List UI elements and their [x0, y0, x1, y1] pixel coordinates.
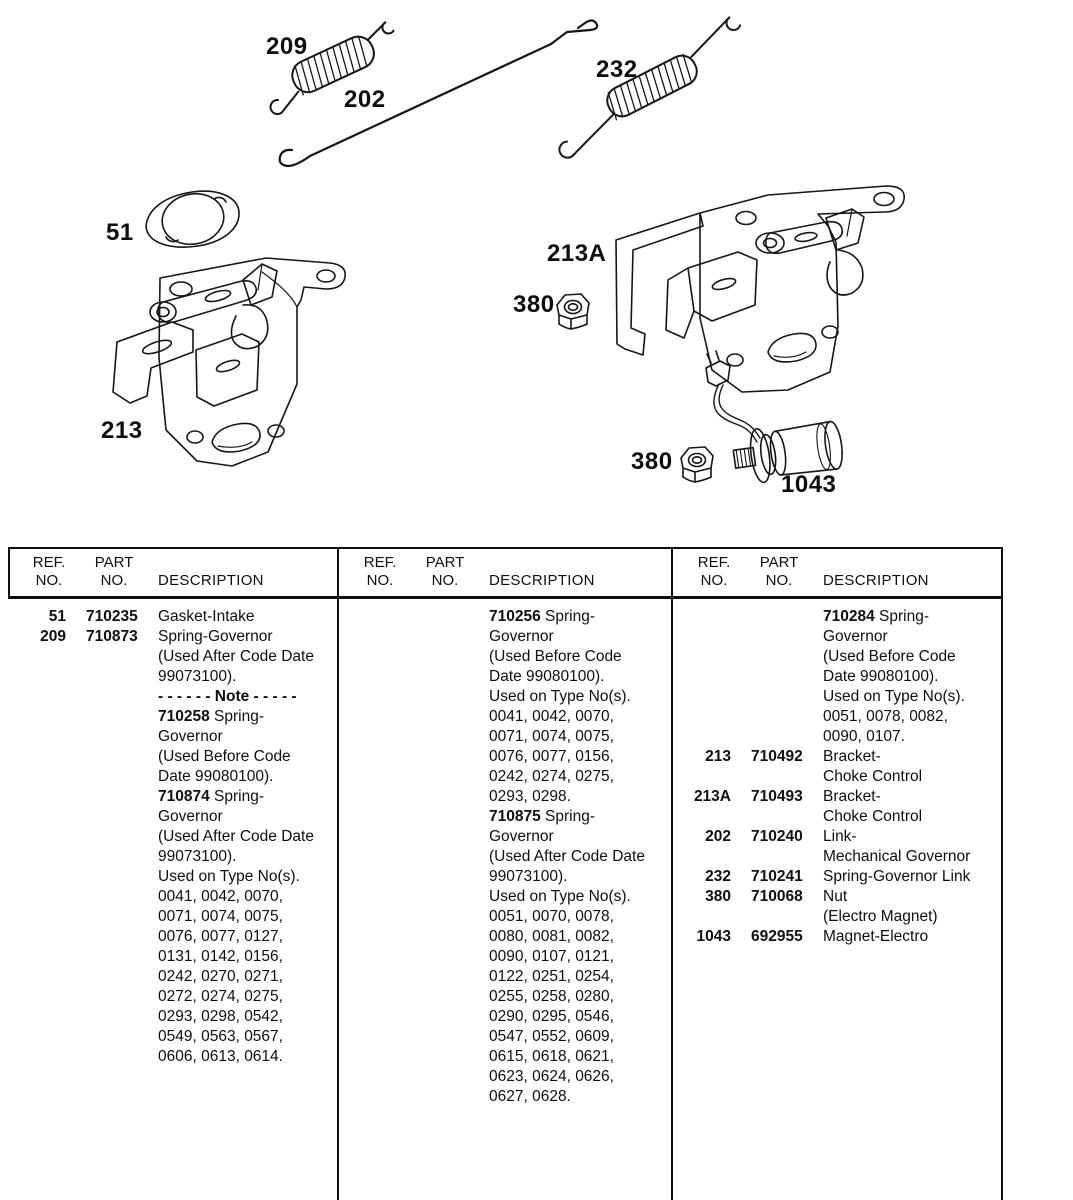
parts-table-row [339, 867, 671, 887]
ref-no-cell [673, 687, 731, 707]
part-no-cell: 710492 [751, 748, 803, 765]
description-cell: Spring-Governor [158, 628, 273, 645]
description-cell: (Used Before Code [489, 648, 622, 665]
part-no-cell [417, 967, 481, 987]
parts-table-row [339, 1067, 671, 1087]
parts-list-column-3 [673, 607, 1001, 947]
ref-no-cell [8, 867, 66, 887]
part-ref-label-232: 232 [596, 56, 638, 83]
part-no-cell [751, 627, 815, 647]
description-cell: 0293, 0298, 0542, [158, 1008, 283, 1025]
part-no-cell: 710235 [86, 608, 138, 625]
ref-no-cell [339, 1007, 397, 1027]
parts-table-row [339, 1007, 671, 1027]
part-no-cell [417, 647, 481, 667]
part-no-cell [86, 1047, 150, 1067]
parts-table-row [339, 827, 671, 847]
description-cell: 0242, 0270, 0271, [158, 968, 283, 985]
parts-table-row [673, 687, 1001, 707]
part-ref-label-380-lower: 380 [631, 448, 673, 475]
part-no-cell [86, 887, 150, 907]
parts-table-row [673, 747, 1001, 767]
part-no-cell [86, 647, 150, 667]
ref-no-cell [673, 847, 731, 867]
part-no-header: PART NO. [759, 554, 799, 589]
choke-control-bracket-213-drawing [113, 258, 345, 466]
parts-table-row [673, 907, 1001, 927]
description-cell: Used on Type No(s). [489, 888, 631, 905]
parts-table-row [673, 627, 1001, 647]
ref-no-cell [8, 927, 66, 947]
part-no-cell [86, 827, 150, 847]
parts-table-row [673, 727, 1001, 747]
governor-link-spring-232-drawing [540, 15, 758, 161]
parts-table-row [673, 787, 1001, 807]
ref-no-cell [673, 607, 731, 627]
part-ref-label-1043: 1043 [781, 471, 837, 498]
part-no-cell [417, 607, 481, 627]
part-ref-label-51: 51 [106, 219, 134, 246]
parts-table-row [8, 987, 337, 1007]
ref-no-cell [8, 1047, 66, 1067]
parts-table-row [8, 967, 337, 987]
description-cell: 710256 Spring- [489, 608, 596, 625]
description-cell: 0131, 0142, 0156, [158, 948, 283, 965]
parts-table-row [339, 1087, 671, 1107]
ref-no-cell [339, 807, 397, 827]
parts-list-column-2 [339, 607, 671, 1107]
description-cell: 0076, 0077, 0127, [158, 928, 283, 945]
description-cell: 0293, 0298. [489, 788, 571, 805]
ref-no-cell [339, 867, 397, 887]
part-no-cell [417, 927, 481, 947]
ref-no-cell [339, 827, 397, 847]
part-no-cell [417, 1047, 481, 1067]
part-no-cell [751, 687, 815, 707]
parts-table-row [8, 1027, 337, 1047]
parts-table-row [339, 667, 671, 687]
ref-no-cell [339, 1047, 397, 1067]
parts-table-row [673, 807, 1001, 827]
parts-table-row [339, 927, 671, 947]
part-no-cell [751, 607, 815, 627]
description-cell: 710875 Spring- [489, 808, 596, 825]
ref-no-cell [339, 647, 397, 667]
ref-no-cell [8, 827, 66, 847]
ref-no-cell [8, 987, 66, 1007]
part-no-cell: 710240 [751, 828, 803, 845]
description-cell: 0051, 0078, 0082, [823, 708, 948, 725]
part-no-cell [417, 747, 481, 767]
description-cell: 0290, 0295, 0546, [489, 1008, 614, 1025]
part-no-cell [417, 947, 481, 967]
parts-table-row [673, 887, 1001, 907]
part-no-cell [751, 667, 815, 687]
part-no-cell [86, 1027, 150, 1047]
ref-no-header: REF. NO. [32, 554, 66, 589]
part-no-cell: 710493 [751, 788, 803, 805]
part-no-cell [86, 847, 150, 867]
description-cell: 99073100). [158, 848, 237, 865]
parts-table-row [339, 747, 671, 767]
part-no-cell [86, 907, 150, 927]
description-cell: 0051, 0070, 0078, [489, 908, 614, 925]
parts-table-row [673, 827, 1001, 847]
description-cell: Mechanical Governor [823, 848, 971, 865]
description-cell: Nut [823, 888, 848, 905]
part-ref-label-202: 202 [344, 86, 386, 113]
parts-list-column-1 [8, 607, 337, 1067]
description-cell: Used on Type No(s). [158, 868, 300, 885]
description-cell: 0606, 0613, 0614. [158, 1048, 283, 1065]
parts-table-row [8, 867, 337, 887]
parts-table-row [673, 707, 1001, 727]
description-cell: Date 99080100). [823, 668, 939, 685]
description-cell: 0080, 0081, 0082, [489, 928, 614, 945]
ref-no-cell [339, 607, 397, 627]
part-no-cell [86, 967, 150, 987]
part-no-cell [417, 867, 481, 887]
parts-table-row [339, 767, 671, 787]
ref-no-cell [8, 667, 66, 687]
parts-table-row [8, 847, 337, 867]
mechanical-governor-link-202-drawing [280, 21, 597, 167]
description-cell: Used on Type No(s). [823, 688, 965, 705]
description-cell: 0071, 0074, 0075, [489, 728, 614, 745]
parts-table-row [339, 967, 671, 987]
ref-no-cell [339, 747, 397, 767]
ref-no-cell [339, 667, 397, 687]
part-no-cell [417, 767, 481, 787]
ref-no-cell: 209 [40, 628, 66, 645]
part-no-cell [417, 887, 481, 907]
ref-no-cell [673, 707, 731, 727]
description-cell: 99073100). [158, 668, 237, 685]
description-cell: Used on Type No(s). [489, 688, 631, 705]
part-no-cell [751, 727, 815, 747]
description-cell: Governor [489, 628, 554, 645]
description-cell: Gasket-Intake [158, 608, 255, 625]
parts-table-row [8, 887, 337, 907]
part-no-header: PART NO. [425, 554, 465, 589]
ref-no-cell [339, 907, 397, 927]
ref-no-cell [673, 727, 731, 747]
parts-table-row [673, 847, 1001, 867]
part-ref-label-213: 213 [101, 417, 143, 444]
ref-no-cell [673, 907, 731, 927]
ref-no-cell [8, 647, 66, 667]
part-no-cell [751, 807, 815, 827]
ref-no-cell [673, 807, 731, 827]
description-cell: Link- [823, 828, 857, 845]
part-no-cell [86, 867, 150, 887]
part-no-cell [751, 847, 815, 867]
parts-table-row [339, 627, 671, 647]
description-cell: Bracket- [823, 748, 881, 765]
parts-table-row [339, 727, 671, 747]
description-cell: Date 99080100). [489, 668, 605, 685]
description-cell: 0242, 0274, 0275, [489, 768, 614, 785]
parts-table-row [8, 667, 337, 687]
parts-table-row [8, 747, 337, 767]
table-right-border [1001, 547, 1003, 1200]
description-cell: 0041, 0042, 0070, [489, 708, 614, 725]
ref-no-cell [673, 767, 731, 787]
table-header-panel-2 [339, 549, 671, 597]
part-no-cell [751, 647, 815, 667]
description-cell: 0272, 0274, 0275, [158, 988, 283, 1005]
description-cell: 0122, 0251, 0254, [489, 968, 614, 985]
ref-no-cell [8, 1027, 66, 1047]
part-no-cell [417, 987, 481, 1007]
description-cell: 0549, 0563, 0567, [158, 1028, 283, 1045]
table-header-panel-3 [673, 549, 1001, 597]
ref-no-cell [8, 747, 66, 767]
description-cell: 0041, 0042, 0070, [158, 888, 283, 905]
part-no-cell [86, 807, 150, 827]
parts-table-row [339, 1027, 671, 1047]
part-no-cell [86, 947, 150, 967]
parts-table-row [8, 607, 337, 627]
parts-table-row [673, 927, 1001, 947]
description-header: DESCRIPTION [489, 572, 595, 589]
description-header: DESCRIPTION [823, 572, 929, 589]
parts-table-row [339, 907, 671, 927]
parts-table-row [8, 647, 337, 667]
description-cell: (Used Before Code [158, 748, 291, 765]
hex-nut-380-upper-drawing [557, 294, 589, 329]
part-no-cell [417, 907, 481, 927]
parts-table-row [339, 687, 671, 707]
description-cell: 710874 Spring- [158, 788, 265, 805]
ref-no-cell [8, 807, 66, 827]
ref-no-cell [8, 767, 66, 787]
ref-no-cell [8, 727, 66, 747]
ref-no-cell [673, 667, 731, 687]
part-no-cell [86, 747, 150, 767]
description-cell: 710284 Spring- [823, 608, 930, 625]
hex-nut-380-lower-drawing [681, 447, 713, 482]
part-no-cell [417, 627, 481, 647]
ref-no-cell [673, 627, 731, 647]
part-ref-label-213a: 213A [547, 240, 607, 267]
part-no-cell [417, 827, 481, 847]
ref-no-cell [339, 947, 397, 967]
parts-table-row [8, 687, 337, 707]
part-no-cell: 710873 [86, 628, 138, 645]
description-cell: 0627, 0628. [489, 1088, 571, 1105]
ref-no-cell [339, 1087, 397, 1107]
ref-no-cell [339, 1067, 397, 1087]
ref-no-cell: 380 [705, 888, 731, 905]
part-no-cell [417, 787, 481, 807]
part-no-cell [417, 667, 481, 687]
part-no-cell [86, 767, 150, 787]
ref-no-cell [339, 627, 397, 647]
ref-no-cell [339, 707, 397, 727]
description-cell: 0071, 0074, 0075, [158, 908, 283, 925]
description-cell: 0076, 0077, 0156, [489, 748, 614, 765]
part-no-cell [86, 1007, 150, 1027]
part-no-cell [417, 707, 481, 727]
description-cell: 0090, 0107. [823, 728, 905, 745]
description-cell: Governor [489, 828, 554, 845]
part-ref-label-380-upper: 380 [513, 291, 555, 318]
part-no-cell [86, 987, 150, 1007]
parts-table-row [673, 607, 1001, 627]
parts-table-row [339, 807, 671, 827]
description-cell: Choke Control [823, 768, 923, 785]
parts-table-row [8, 827, 337, 847]
part-no-cell [86, 787, 150, 807]
description-cell: Bracket- [823, 788, 881, 805]
parts-table-row [673, 667, 1001, 687]
part-no-cell [751, 767, 815, 787]
ref-no-header: REF. NO. [697, 554, 731, 589]
ref-no-header: REF. NO. [363, 554, 397, 589]
ref-no-cell [339, 787, 397, 807]
part-no-cell [86, 927, 150, 947]
description-cell: 0615, 0618, 0621, [489, 1048, 614, 1065]
description-cell: (Used After Code Date [489, 848, 645, 865]
part-no-cell [417, 807, 481, 827]
exploded-parts-illustration [0, 0, 1073, 545]
description-cell: Magnet-Electro [823, 928, 929, 945]
description-cell: (Used After Code Date [158, 828, 314, 845]
part-ref-label-209: 209 [266, 33, 308, 60]
ref-no-cell [339, 927, 397, 947]
ref-no-cell [339, 987, 397, 1007]
parts-table-row [8, 947, 337, 967]
part-no-cell [751, 707, 815, 727]
ref-no-cell [8, 907, 66, 927]
parts-table-row [339, 1047, 671, 1067]
parts-table-row [339, 887, 671, 907]
ref-no-cell [339, 727, 397, 747]
ref-no-cell [339, 767, 397, 787]
parts-table-row [339, 947, 671, 967]
description-cell: Date 99080100). [158, 768, 274, 785]
ref-no-cell: 213A [693, 788, 731, 805]
description-cell: (Used Before Code [823, 648, 956, 665]
description-header: DESCRIPTION [158, 572, 264, 589]
description-cell: - - - - - - Note - - - - - [158, 688, 297, 705]
ref-no-cell [8, 707, 66, 727]
ref-no-cell [673, 647, 731, 667]
description-cell: 0090, 0107, 0121, [489, 948, 614, 965]
parts-table-row [339, 987, 671, 1007]
part-no-header: PART NO. [94, 554, 134, 589]
parts-table-row [8, 727, 337, 747]
description-cell: 0547, 0552, 0609, [489, 1028, 614, 1045]
parts-table-row [8, 767, 337, 787]
ref-no-cell [8, 1007, 66, 1027]
part-no-cell [417, 1007, 481, 1027]
ref-no-cell: 1043 [696, 928, 731, 945]
part-no-cell [417, 687, 481, 707]
parts-table-row [339, 607, 671, 627]
ref-no-cell [8, 847, 66, 867]
part-no-cell: 710241 [751, 868, 803, 885]
part-no-cell [417, 847, 481, 867]
description-cell: 99073100). [489, 868, 568, 885]
ref-no-cell [8, 787, 66, 807]
description-cell: Spring-Governor Link [823, 868, 971, 885]
description-cell: 0623, 0624, 0626, [489, 1068, 614, 1085]
parts-table-row [339, 847, 671, 867]
ref-no-cell: 202 [705, 828, 731, 845]
description-cell: Governor [158, 808, 223, 825]
ref-no-cell: 213 [705, 748, 731, 765]
parts-table-row [8, 927, 337, 947]
description-cell: 710258 Spring- [158, 708, 265, 725]
ref-no-cell [8, 947, 66, 967]
intake-gasket-51-drawing [146, 188, 239, 250]
parts-table-row [673, 647, 1001, 667]
choke-control-bracket-213a-drawing [616, 186, 904, 392]
part-no-cell: 710068 [751, 888, 803, 905]
parts-table-row [8, 627, 337, 647]
parts-table-row [8, 787, 337, 807]
part-no-cell [417, 1087, 481, 1107]
parts-table-row [8, 1047, 337, 1067]
description-cell: Governor [158, 728, 223, 745]
part-no-cell [417, 727, 481, 747]
part-no-cell [86, 727, 150, 747]
ref-no-cell [339, 687, 397, 707]
table-header-panel-1 [8, 549, 337, 597]
ref-no-cell [8, 887, 66, 907]
description-cell: Governor [823, 628, 888, 645]
parts-table-row [8, 907, 337, 927]
parts-table-row [8, 707, 337, 727]
part-no-cell: 692955 [751, 928, 803, 945]
ref-no-cell [339, 887, 397, 907]
part-no-cell [417, 1027, 481, 1047]
ref-no-cell [339, 967, 397, 987]
part-no-cell [417, 1067, 481, 1087]
electro-magnet-1043-drawing [706, 351, 845, 486]
part-no-cell [751, 907, 815, 927]
ref-no-cell: 51 [48, 608, 66, 625]
ref-no-cell [339, 847, 397, 867]
part-no-cell [86, 667, 150, 687]
description-cell: Choke Control [823, 808, 923, 825]
parts-table-row [339, 647, 671, 667]
ref-no-cell [8, 687, 66, 707]
ref-no-cell: 232 [705, 868, 731, 885]
parts-table-row [673, 767, 1001, 787]
ref-no-cell [339, 1027, 397, 1047]
parts-table-row [673, 867, 1001, 887]
description-cell: (Electro Magnet) [823, 908, 938, 925]
parts-table-row [339, 787, 671, 807]
ref-no-cell [8, 967, 66, 987]
part-no-cell [86, 707, 150, 727]
description-cell: 0255, 0258, 0280, [489, 988, 614, 1005]
parts-table-row [8, 807, 337, 827]
parts-table-row [339, 707, 671, 727]
description-cell: (Used After Code Date [158, 648, 314, 665]
parts-table-row [8, 1007, 337, 1027]
part-no-cell [86, 687, 150, 707]
